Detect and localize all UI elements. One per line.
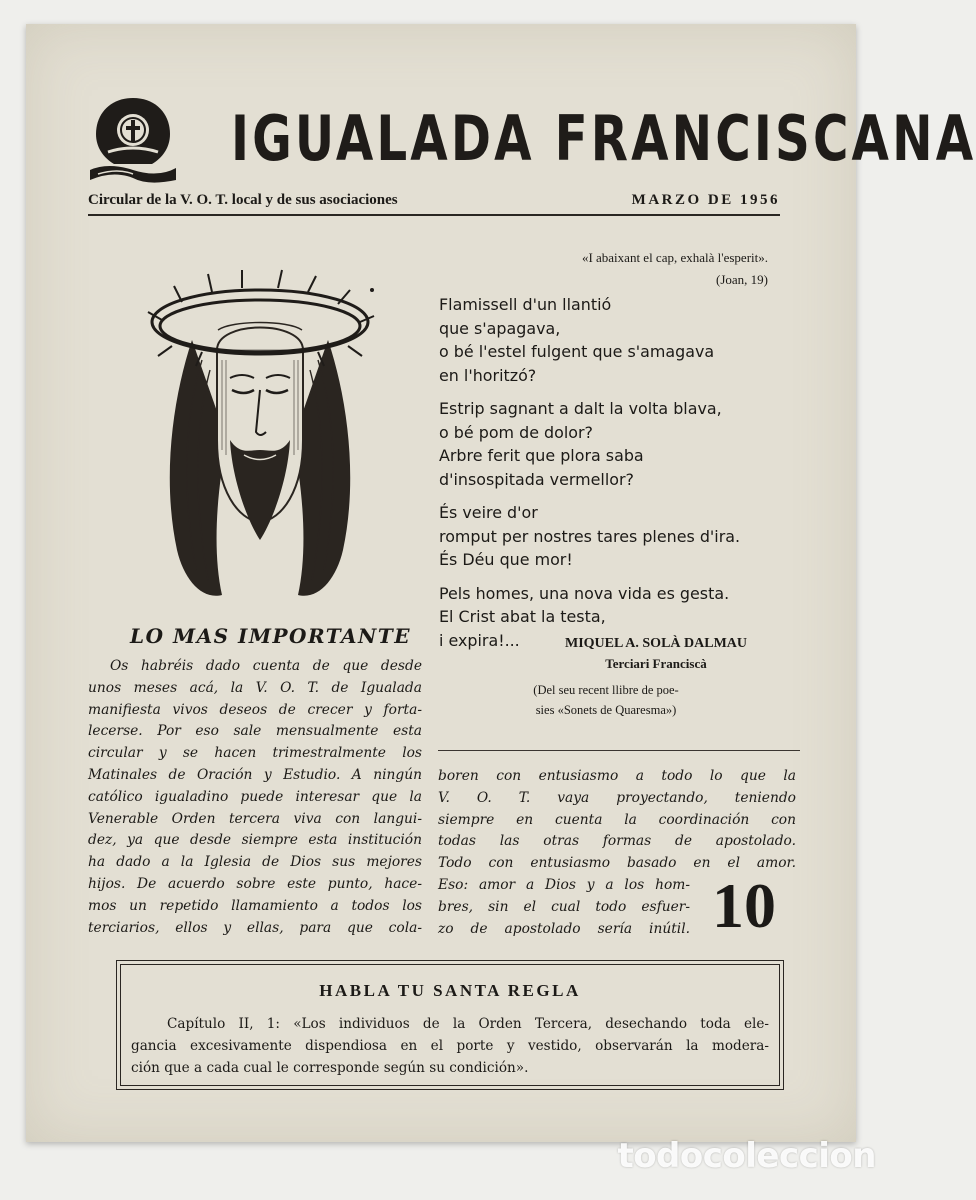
- article-line: unos meses acá, la V. O. T. de Igualada: [88, 679, 422, 696]
- article-line: dez, ya que desde siempre esta institución: [88, 832, 422, 849]
- santa-regla-line: ción que a cada cual le corresponde según su condición».: [131, 1060, 529, 1076]
- article-line: Eso: amor a Dios y a los hom-: [438, 876, 690, 893]
- poem-author-role: Terciari Franciscà: [605, 656, 707, 671]
- article-column-1: [88, 656, 422, 939]
- article-line: ha dado a la Iglesia de Dios sus mejores: [88, 854, 422, 871]
- issue-date: MARZO DE 1956: [631, 192, 780, 208]
- poem-line: d'insospitada vermellor?: [439, 470, 634, 489]
- santa-regla-line: gancia excesivamente dispendiosa en el porte y vestido, observarán la modera-: [131, 1038, 769, 1054]
- article-line: hijos. De acuerdo sobre este punto, hace-: [88, 875, 422, 892]
- book-note-line-2: sies «Sonets de Quaresma»): [535, 703, 677, 717]
- poem-stanza: [439, 502, 796, 573]
- masthead-title: IGUALADA FRANCISCANA: [231, 102, 976, 175]
- poem-stanza: [439, 398, 796, 492]
- poem-line: És veire d'or: [439, 504, 538, 522]
- santa-regla-line: Capítulo II, 1: «Los individuos de la Orden Tercera, desechando toda ele-: [167, 1016, 769, 1032]
- masthead-subtitle: Circular de la V. O. T. local y de sus asociaciones: [88, 192, 398, 208]
- poem-epigraph-source: (Joan, 19): [716, 272, 768, 287]
- article-line: lecerse. Por eso sale mensualmente esta: [88, 723, 422, 740]
- poem-line: o bé l'estel fulgent que s'amagava: [439, 343, 715, 361]
- article-line: Venerable Orden tercera viva con langui-: [88, 810, 422, 827]
- site-watermark: todocoleccion: [617, 1136, 876, 1176]
- poem-epigraph: «I abaixant el cap, exhalà l'esperit».: [581, 250, 768, 265]
- article-line: boren con entusiasmo a todo lo que la: [438, 768, 796, 784]
- article-line: bres, sin el cual todo esfuer-: [438, 898, 690, 915]
- poem-line: És Déu que mor!: [439, 551, 573, 569]
- santa-regla-box: [116, 960, 784, 1090]
- article-line: zo de apostolado sería inútil.: [438, 920, 690, 937]
- article-line: mos un repetido llamamiento a todos los: [88, 897, 422, 914]
- article-title: LO MAS IMPORTANTE: [130, 624, 411, 648]
- article-line: católico igualadino puede interesar que la: [88, 788, 422, 805]
- franciscan-emblem-icon: [88, 90, 178, 185]
- article-line: circular y se hacen trimestralmente los: [88, 745, 422, 762]
- article-line: todas las otras formas de apostolado.: [438, 833, 796, 850]
- poem-line: o bé pom de dolor?: [439, 423, 594, 442]
- poem-line: El Crist abat la testa,: [439, 608, 606, 626]
- article-line: Todo con entusiasmo basado en el amor.: [438, 855, 796, 872]
- article-line: manifiesta vivos deseos de crecer y forta-: [88, 701, 422, 718]
- article-line: V. O. T. vaya proyectando, teniendo: [438, 789, 796, 806]
- christ-crown-of-thorns-engraving: [122, 250, 398, 610]
- masthead-rule: [88, 214, 780, 216]
- poem-line: Estrip sagnant a dalt la volta blava,: [439, 400, 722, 418]
- article-line: Matinales de Oración y Estudio. A ningún: [88, 766, 422, 783]
- article-line: terciarios, ellos y ellas, para que cola-: [88, 919, 422, 936]
- newsletter-page: [26, 24, 976, 1142]
- poem-line: en l'horitzó?: [439, 366, 537, 385]
- santa-regla-title: HABLA TU SANTA REGLA: [319, 981, 581, 1000]
- poem-line: Flamissell d'un llantió: [439, 296, 612, 314]
- article-line: Os habréis dado cuenta de que desde: [110, 658, 422, 674]
- column-divider-rule: [438, 750, 800, 751]
- poem-line: romput per nostres tares plenes d'ira.: [439, 527, 741, 546]
- poem-line: i expira!...: [439, 631, 520, 650]
- article-line: siempre en cuenta la coordinación con: [438, 811, 796, 828]
- poem-body: [439, 294, 796, 663]
- poem-line: Arbre ferit que plora saba: [439, 447, 644, 465]
- poem-line: Pels homes, una nova vida es gesta.: [439, 584, 730, 603]
- issue-number: 10: [712, 870, 776, 941]
- santa-regla-text: [131, 1013, 769, 1079]
- poem-stanza: [439, 294, 796, 388]
- poem-author: MIQUEL A. SOLÀ DALMAU: [564, 636, 748, 651]
- poem-line: que s'apagava,: [439, 319, 561, 338]
- book-note-line-1: (Del seu recent llibre de poe-: [533, 683, 679, 697]
